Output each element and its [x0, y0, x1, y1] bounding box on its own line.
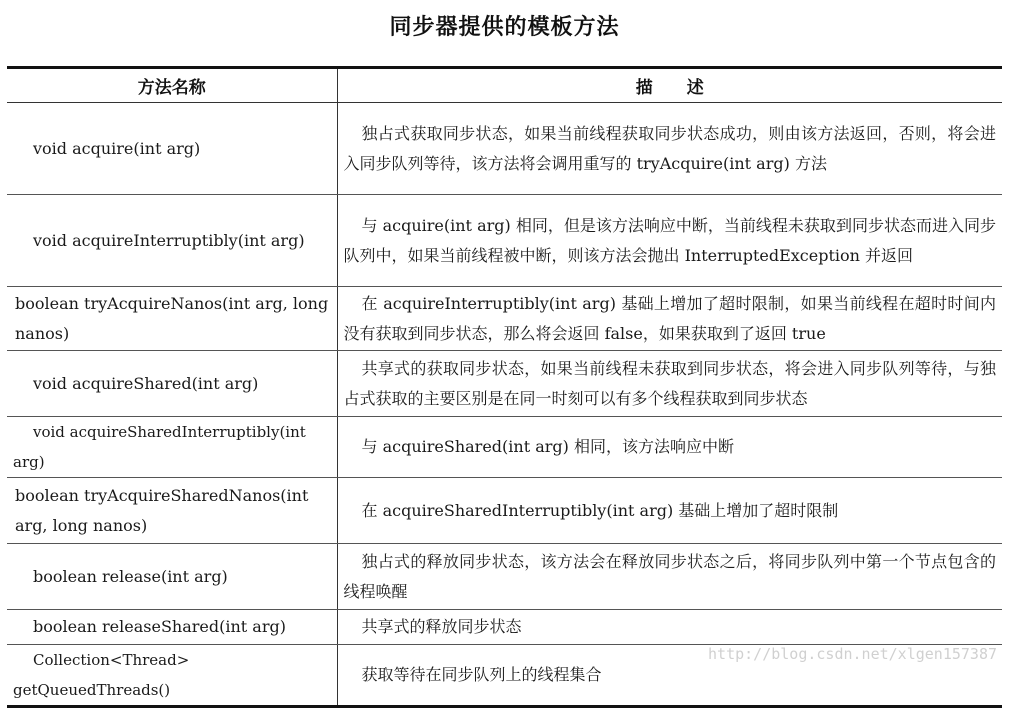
method-cell: boolean releaseShared(int arg) — [7, 610, 337, 645]
table-row — [7, 478, 1002, 544]
method-cell: void acquireShared(int arg) — [7, 351, 337, 417]
description-cell: 与 acquireShared(int arg) 相同，该方法响应中断 — [337, 417, 1002, 478]
table-row — [7, 351, 1002, 417]
method-cell: void acquireInterruptibly(int arg) — [7, 195, 337, 287]
table-row — [7, 195, 1002, 287]
description-cell: 与 acquire(int arg) 相同，但是该方法响应中断，当前线程未获取到同步状态而进入同步队列中，如果当前线程被中断，则该方法会抛出 InterruptedException 并返回 — [337, 195, 1002, 287]
description-cell: 独占式的释放同步状态，该方法会在释放同步状态之后，将同步队列中第一个节点包含的线程唤醒 — [337, 544, 1002, 610]
description-cell: 在 acquireSharedInterruptibly(int arg) 基础上增加了超时限制 — [337, 478, 1002, 544]
description-cell: 共享式的释放同步状态 — [337, 610, 1002, 645]
table-row — [7, 287, 1002, 351]
watermark: http://blog.csdn.net/xlgen157387 — [708, 645, 997, 663]
header-description: 描 述 — [337, 68, 1002, 103]
table-row — [7, 417, 1002, 478]
header-method-name: 方法名称 — [7, 68, 337, 103]
method-cell: void acquire(int arg) — [7, 103, 337, 195]
method-cell: Collection<Thread> getQueuedThreads() — [7, 645, 337, 707]
table-row — [7, 610, 1002, 645]
description-cell: 共享式的获取同步状态，如果当前线程未获取到同步状态，将会进入同步队列等待，与独占式获取的主要区别是在同一时刻可以有多个线程获取到同步状态 — [337, 351, 1002, 417]
table-row — [7, 544, 1002, 610]
method-cell: boolean tryAcquireNanos(int arg, long nanos) — [7, 287, 337, 351]
description-cell: 获取等待在同步队列上的线程集合 — [361, 665, 602, 684]
description-cell: 独占式获取同步状态，如果当前线程获取同步状态成功，则由该方法返回，否则，将会进入同步队列等待，该方法将会调用重写的 tryAcquire(int arg) 方法 — [337, 103, 1002, 195]
method-cell: boolean tryAcquireSharedNanos(int arg, long nanos) — [7, 478, 337, 544]
page-title: 同步器提供的模板方法 — [389, 15, 620, 40]
table-header-row — [7, 68, 1002, 103]
template-methods-table — [7, 66, 1002, 708]
method-cell: void acquireSharedInterruptibly(int arg) — [7, 417, 337, 478]
method-cell: boolean release(int arg) — [7, 544, 337, 610]
table-row — [7, 103, 1002, 195]
description-cell: 在 acquireInterruptibly(int arg) 基础上增加了超时限制，如果当前线程在超时时间内没有获取到同步状态，那么将会返回 false，如果获取到了返回 true — [337, 287, 1002, 351]
